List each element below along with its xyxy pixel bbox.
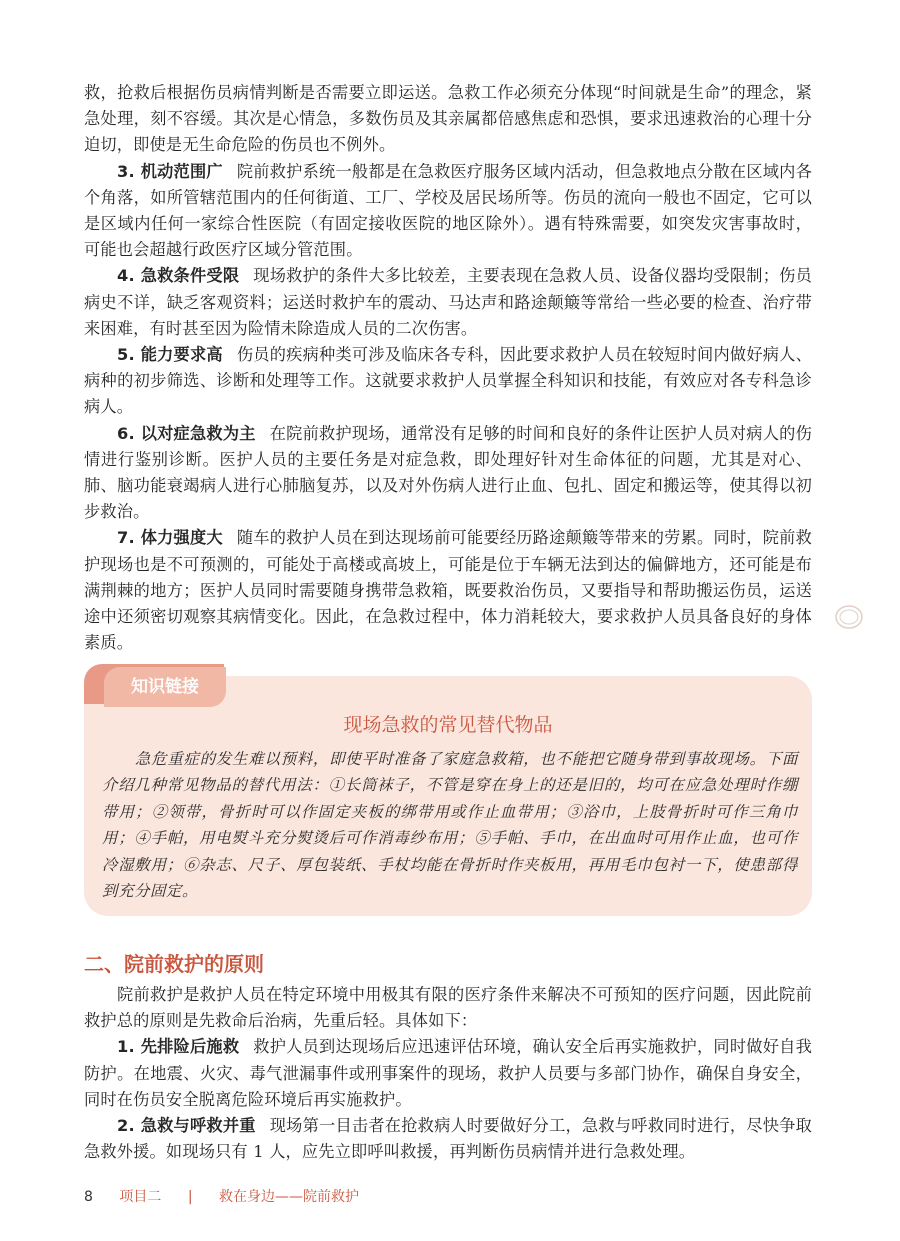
section-intro: 院前救护是救护人员在特定环境中用极其有限的医疗条件来解决不可预知的医疗问题，因此院前救护总的原则是先救命后治病，先重后轻。具体如下： bbox=[84, 985, 812, 1031]
knowledge-box-text: 急危重症的发生难以预料，即使平时准备了家庭急救箱，也不能把它随身带到事故现场。下面介绍几种常见物品的替代用法：①长筒袜子，不管是穿在身上的还是旧的，均可在应急处理时作绷带用；②领带，骨折时可以作固定夹板的绑带用或作止血带用；③浴巾，上肢骨折时可作三角巾用；④手帕，用电熨斗充分熨烫后可作消毒纱布用；⑤手帕、手巾，在出血时可用作止血，也可作冷湿敷用；⑥杂志、尺子、厚包装纸、手杖均能在骨折时作夹板用，再用毛巾包衬一下，使患部得到充分固定。 bbox=[102, 750, 798, 901]
body-text-bottom bbox=[84, 982, 812, 1165]
principle-title-1: 1. 先排险后施救 bbox=[117, 1037, 240, 1057]
feature-title-3: 3. 机动范围广 bbox=[117, 161, 223, 181]
principle-text-2: 现场第一目击者在抢救病人时要做好分工，急救与呼救同时进行，尽快争取急救外援。如现场只有 1 人，应先立即呼叫救援，再判断伤员病情并进行急救处理。 bbox=[84, 1116, 812, 1162]
footer-topic: 救在身边——院前救护 bbox=[219, 1189, 359, 1205]
footer-project: 项目二 bbox=[119, 1189, 162, 1205]
feature-text-5: 伤员的疾病种类可涉及临床各专科，因此要求救护人员在较短时间内做好病人、病种的初步筛选、诊断和处理等工作。这就要求救护人员掌握全科知识和技能，有效应对各专科急诊病人。 bbox=[84, 345, 813, 417]
feature-title-7: 7. 体力强度大 bbox=[117, 528, 223, 548]
principle-title-2: 2. 急救与呼救并重 bbox=[117, 1116, 256, 1136]
feature-paragraph-4 bbox=[84, 263, 812, 342]
feature-text-7: 随车的救护人员在到达现场前可能要经历路途颠簸等带来的劳累。同时，院前救护现场也是不可预测的，可能处于高楼或高坡上，可能是位于车辆无法到达的偏僻地方，还可能是布满荆棘的地方；医护人员同时需要随身携带急救箱，既要救治伤员，又要指导和帮助搬运伤员，运送途中还须密切观察其病情变化。因此，在急救过程中，体力消耗较大，要求救护人员具备良好的身体素质。 bbox=[84, 528, 813, 653]
feature-title-4: 4. 急救条件受限 bbox=[117, 266, 240, 286]
principle-text-1: 救护人员到达现场后应迅速评估环境，确认安全后再实施救护，同时做好自我防护。在地震、火灾、毒气泄漏事件或刑事案件的现场，救护人员要与多部门协作，确保自身安全，同时在伤员安全脱离危险环境后再实施救护。 bbox=[84, 1037, 812, 1109]
feature-text-3: 院前救护系统一般都是在急救医疗服务区域内活动，但急救地点分散在区域内各个角落，如所管辖范围内的任何街道、工厂、学校及居民场所等。伤员的流向一般也不固定，它可以是区域内任何一家综合性医院（有固定接收医院的地区除外）。遇有特殊需要，如突发灾害事故时，可能也会超越行政医疗区域分管范围。 bbox=[84, 161, 813, 260]
feature-text-4: 现场救护的条件大多比较差，主要表现在急救人员、设备仪器均受限制；伤员病史不详，缺乏客观资料；运送时救护车的震动、马达声和路途颠簸等常给一些必要的检查、治疗带来困难，有时甚至因为险情未除造成人员的二次伤害。 bbox=[84, 266, 812, 338]
intro-paragraph: 救，抢救后根据伤员病情判断是否需要立即运送。急救工作必须充分体现“时间就是生命”的理念，紧急处理，刻不容缓。其次是心情急，多数伤员及其亲属都倍感焦虑和恐惧，要求迅速救治的心理十分迫切，即使是无生命危险的伤员也不例外。 bbox=[84, 83, 812, 155]
knowledge-box-title: 现场急救的常见替代物品 bbox=[343, 714, 553, 736]
principle-paragraph-2 bbox=[84, 1113, 812, 1165]
footer-separator: | bbox=[187, 1189, 193, 1205]
section-heading: 二、院前救护的原则 bbox=[84, 952, 264, 976]
principle-paragraph-1 bbox=[84, 1034, 812, 1113]
seal-icon bbox=[834, 602, 864, 632]
page-footer bbox=[84, 1187, 359, 1207]
feature-title-5: 5. 能力要求高 bbox=[117, 345, 223, 365]
feature-title-6: 6. 以对症急救为主 bbox=[117, 423, 256, 443]
feature-paragraph-3 bbox=[84, 159, 812, 264]
feature-text-6: 在院前救护现场，通常没有足够的时间和良好的条件让医护人员对病人的伤情进行鉴别诊断。医护人员的主要任务是对症急救，即处理好针对生命体征的问题，尤其是对心、肺、脑功能衰竭病人进行心肺脑复苏，以及对外伤病人进行止血、包扎、固定和搬运等，使其得以初步救治。 bbox=[84, 423, 812, 522]
knowledge-tab-label: 知识链接 bbox=[104, 667, 226, 707]
feature-paragraph-7 bbox=[84, 525, 812, 656]
body-text-top bbox=[84, 80, 812, 656]
feature-paragraph-5 bbox=[84, 342, 812, 421]
page-number: 8 bbox=[84, 1189, 93, 1205]
feature-paragraph-6 bbox=[84, 421, 812, 526]
